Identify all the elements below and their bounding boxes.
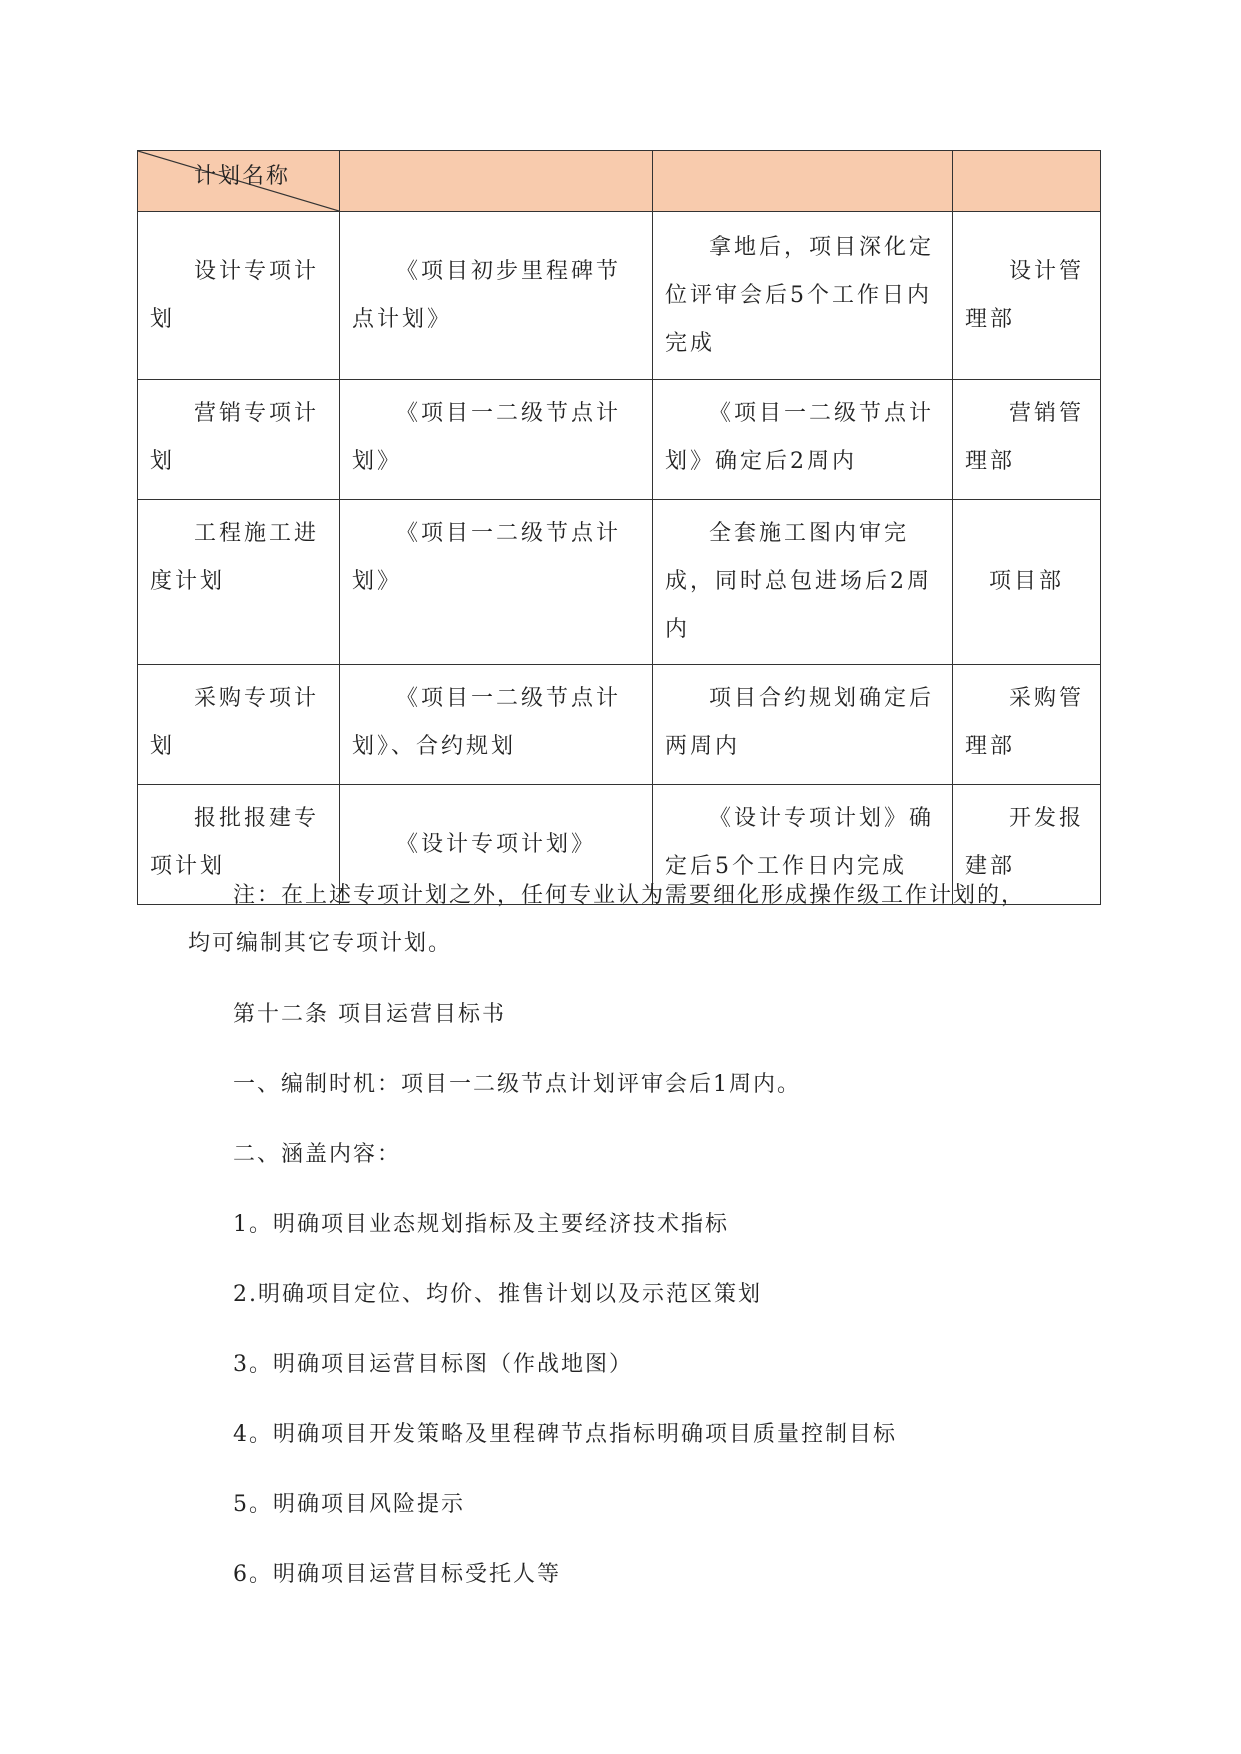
plan-basis-cell: 《项目一二级节点计划》、合约规划 xyxy=(340,665,653,785)
coverage-item: 2.明确项目定位、均价、推售计划以及示范区策划 xyxy=(233,1282,762,1307)
plan-timing-cell: 全套施工图内审完成，同时总包进场后2周内 xyxy=(653,500,953,665)
plan-basis-cell: 《项目初步里程碑节点计划》 xyxy=(340,212,653,380)
coverage-item: 5。明确项目风险提示 xyxy=(233,1492,465,1517)
plan-timing-cell: 项目合约规划确定后两周内 xyxy=(653,665,953,785)
plan-owner-cell: 开发报建部 xyxy=(953,785,1101,905)
special-plan-table xyxy=(137,150,1101,905)
plan-name-cell: 工程施工进度计划 xyxy=(138,500,340,665)
plan-owner-cell: 设计管理部 xyxy=(953,212,1101,380)
header-cell-owner xyxy=(953,151,1101,212)
header-cell-timing xyxy=(653,151,953,212)
table-row xyxy=(138,380,1101,500)
coverage-item: 3。明确项目运营目标图（作战地图） xyxy=(233,1352,633,1377)
table-row xyxy=(138,500,1101,665)
diagonal-header-cell xyxy=(138,151,340,212)
plan-owner-cell: 采购管理部 xyxy=(953,665,1101,785)
plan-name-cell: 报批报建专项计划 xyxy=(138,785,340,905)
table-row xyxy=(138,212,1101,380)
table-header-row xyxy=(138,151,1101,212)
plan-name-cell: 设计专项计划 xyxy=(138,212,340,380)
plan-owner-cell: 营销管理部 xyxy=(953,380,1101,500)
plan-name-cell: 营销专项计划 xyxy=(138,380,340,500)
note-line-2: 均可编制其它专项计划。 xyxy=(188,931,453,956)
table-row xyxy=(138,665,1101,785)
plan-basis-cell: 《项目一二级节点计划》 xyxy=(340,380,653,500)
coverage-item: 1。明确项目业态规划指标及主要经济技术指标 xyxy=(233,1212,729,1237)
compile-timing: 一、编制时机：项目一二级节点计划评审会后1周内。 xyxy=(233,1072,801,1097)
header-cell-basis xyxy=(340,151,653,212)
plan-timing-cell: 拿地后，项目深化定位评审会后5个工作日内完成 xyxy=(653,212,953,380)
plan-timing-cell: 《项目一二级节点计划》确定后2周内 xyxy=(653,380,953,500)
plan-basis-cell: 《项目一二级节点计划》 xyxy=(340,500,653,665)
coverage-item: 6。明确项目运营目标受托人等 xyxy=(233,1562,561,1587)
article-title: 第十二条 项目运营目标书 xyxy=(233,1002,506,1027)
plan-owner-cell: 项目部 xyxy=(953,500,1101,665)
coverage-heading: 二、涵盖内容： xyxy=(233,1142,402,1167)
coverage-item: 4。明确项目开发策略及里程碑节点指标明确项目质量控制目标 xyxy=(233,1422,897,1447)
plan-basis-cell: 《设计专项计划》 xyxy=(340,785,653,905)
plan-name-header: 计划名称 xyxy=(194,164,291,189)
plan-timing-cell: 《设计专项计划》确定后5个工作日内完成 xyxy=(653,785,953,905)
note-line-1: 注：在上述专项计划之外，任何专业认为需要细化形成操作级工作计划的， xyxy=(233,883,1026,908)
plan-name-cell: 采购专项计划 xyxy=(138,665,340,785)
